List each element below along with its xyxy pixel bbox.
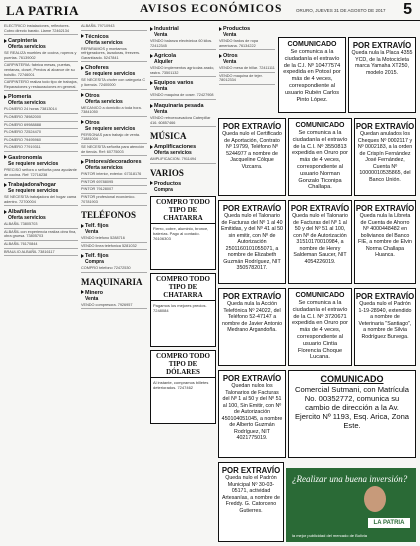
promo-ad xyxy=(150,196,216,270)
triangle-bullet-icon xyxy=(150,104,153,108)
notice-title: POR EXTRAVÍO xyxy=(290,204,350,213)
category-label: Agrícola xyxy=(154,53,177,60)
promo-ad-heading: COMPRO TODO TIPO DE DÓLARES xyxy=(151,351,215,378)
promo-ad-text: Fierro, cobre, aluminio, bronce, baterías. Pago al contado. 76106303 xyxy=(153,225,209,241)
category-label: Minero xyxy=(85,289,104,296)
category-subheading: Compra xyxy=(85,259,104,266)
section-heading xyxy=(81,277,147,287)
classified-ad: CARPINTERIA: fabrica mesas, puertas, ventanas, closet, Precios al alcance de su bolsillo. 72746001 xyxy=(4,62,78,79)
classified-ad: PINTOR 79128007 xyxy=(81,186,147,194)
category-label: Maquinaria pesada xyxy=(154,102,204,109)
notice-body: Queda nula la Libreta de Cuenta de Ahorro Nº 4000448482 en bolivianos del Banco FIE, a nombre de Elvin Norma Challapa Huanca. xyxy=(358,213,412,258)
triangle-bullet-icon xyxy=(150,81,153,85)
category-label: Albañilería xyxy=(8,209,37,216)
notice-box xyxy=(354,118,416,196)
notice-body: Queda nulo el Certificado de Aportación, Contrato Nº 19799, Teléfono Nº 5244977 a nombre de Jacqueline Cólque Vizcarra. xyxy=(222,131,282,170)
notice-box xyxy=(218,288,286,366)
category-subheading: Oferta servicios xyxy=(8,215,46,222)
notice-box xyxy=(354,288,416,366)
masthead xyxy=(0,0,420,21)
notice-title: POR EXTRAVÍO xyxy=(355,292,415,301)
classified-ad: BRAULIO ALBAÑIL 73816117 xyxy=(4,249,78,257)
notice-title: COMUNICADO xyxy=(295,292,345,299)
notice-box xyxy=(348,37,416,113)
category-subheading: Venta xyxy=(85,229,99,236)
category-label: Plomería xyxy=(8,94,32,101)
notice-body: Queda nulo el Padrón Municipal Nº 30-03-05171, actividad Artesanías, a nombre de Freddy. G. Catorceno Gutierres. xyxy=(221,475,280,514)
category-subheading: Oferta servicios xyxy=(8,44,46,51)
category-subheading: Se requiere servicios xyxy=(8,188,59,195)
category-subheading: Se requiere servicios xyxy=(85,71,136,78)
classified-ad: COMPRO telefono 72472530 xyxy=(81,265,147,273)
category-label: Telf. fijos xyxy=(85,253,109,260)
page-number: 5 xyxy=(403,1,412,18)
triangle-bullet-icon xyxy=(150,27,153,31)
category-subheading: Se requiere servicios xyxy=(85,125,136,132)
classified-ad: PRECISO señora o señorita para ayudante de cocina. Ref: 72716238 xyxy=(4,167,78,179)
classified-ad: VENDO balanza electrónica 60 kilos. 72412345 xyxy=(150,38,216,50)
category-subheading: Venta xyxy=(154,32,168,38)
notice-title: POR EXTRAVÍO xyxy=(222,292,282,301)
promo-ad-heading: COMPRO TODO TIPO DE CHATARRA xyxy=(151,197,215,224)
triangle-bullet-icon xyxy=(81,66,84,70)
notice-box xyxy=(218,200,286,284)
classified-ad: VENDO mesa de billar. 72411111 xyxy=(219,65,275,73)
notice-body: Se comunica a la ciudadanía el extravío de la C.I. Nº 3720671 expedida en Oruro por más de 4 veces, correspondiente al usuario Cintia Florencia Choque Lucana. xyxy=(292,300,348,361)
triangle-bullet-icon xyxy=(4,39,7,43)
notice-box xyxy=(288,118,352,196)
category-label: Productos xyxy=(223,26,251,32)
triangle-bullet-icon xyxy=(4,155,7,159)
notice-body: Queda nula la Placa 4355 YCD, de la Motocicleta marca Yamaha XT250, modelo 2015. xyxy=(351,50,413,76)
promo-ad-heading: COMPRO TODO TIPO DE CHATARRA xyxy=(151,274,215,301)
promo-ad xyxy=(150,273,216,347)
triangle-bullet-icon xyxy=(81,224,84,228)
notice-body: Queda nula la Acción Telefónica Nº 24022, del Teléfono 52-47147 a nombre de Javier Antonio Medrano Argandoña. xyxy=(221,301,283,333)
classified-ad: ALBAÑIL 76170844 xyxy=(4,241,78,249)
classified-ad: VENDO linea telefonica 5281032 xyxy=(81,243,147,251)
notice-title: POR EXTRAVÍO xyxy=(355,204,415,213)
notice-title: COMUNICADO xyxy=(320,374,384,384)
notice-body: Quedan nulos los Talonarios de Facturas del Nº 1 al 50 y del Nº 51 al 100, Sin Emitir, con Nº de Autorización 450104051045, a nombre de Alberto Guzmán Rodríguez, NIT 4021775019. xyxy=(221,383,283,441)
classified-ad: PLOMERO 69988888 xyxy=(4,122,78,130)
category-label: Equipos varios xyxy=(154,80,194,87)
classified-ad: VENDO retroexcavadora Caterpillar 416. 60857466 xyxy=(150,115,216,127)
issue-date: ORURO, JUEVES 31 DE AGOSTO DE 2017 xyxy=(296,8,386,13)
category-label: Pintores/decoradores xyxy=(85,159,142,166)
category-label: Industrial xyxy=(154,26,179,32)
classified-ad: VENDO telefono 5288716 xyxy=(81,235,147,243)
classified-ad: REPARAMOS y montamos refrigeradores, lavadoras, freezers. Garantizado. 5247841 xyxy=(81,46,147,63)
triangle-bullet-icon xyxy=(219,27,222,31)
classified-ad: ALBAÑIL con experiencia realiza obra fina, obra gruesa. 73805703 xyxy=(4,229,78,241)
classified-ad: PLOMERO 77919311 xyxy=(4,144,78,152)
category-subheading: Oferta servicios xyxy=(85,98,123,105)
classified-column-3 xyxy=(150,23,216,543)
notice-body: Comercial Sutmani, con Matrícula No. 00352772, comunica su cambio de dirección a la Av. Ejercito Nº 1193, Esq. Arica, Zona Este. xyxy=(294,385,410,430)
triangle-bullet-icon xyxy=(81,34,84,38)
category-label: Otros xyxy=(85,92,100,99)
advertising-banner xyxy=(286,468,416,542)
category-label: Gastronomía xyxy=(8,154,42,161)
category-label: MÚSICA xyxy=(150,131,187,142)
classified-ad: PLOMERO 79495960 xyxy=(4,137,78,145)
category-subheading: Compra xyxy=(154,186,173,193)
classified-ad: VENDO compresora. 7926957 xyxy=(81,302,147,310)
section-heading xyxy=(81,210,147,220)
category-subheading: Venta xyxy=(85,295,99,302)
notice-body: Quedan anulados los Cheques Nº 0002117 y Nº 0002183, a la orden de Crispín Fernández José Fernández, Cuenta Nº 10000010535865, del Banco Unión. xyxy=(357,131,413,183)
triangle-bullet-icon xyxy=(150,145,153,149)
notice-body: Se comunica a la ciudadanía el extravío de la C.I. Nº 3550813 expedida en Oruro por más de 4 veces, correspondiente al usuario Norman Gonzalo Ticonipa Challapa. xyxy=(292,130,348,191)
section-heading xyxy=(150,168,216,178)
classified-ad: ELECTRICO instalaciones, reflectores. Cobro directo barato. Llame 72462134 xyxy=(4,23,78,35)
notice-box xyxy=(288,200,352,284)
category-subheading: Venta xyxy=(154,108,168,115)
banner-headline: ¿Realizar una buena inversión? xyxy=(292,474,408,484)
promo-ad xyxy=(150,350,216,424)
notice-body: Queda nulo el Padrón 1-19-28940, extendido a nombre de Veterinaria "Santiago", a nombre de Silvia Rodríguez Burvega. xyxy=(358,301,412,340)
triangle-bullet-icon xyxy=(81,160,84,164)
triangle-bullet-icon xyxy=(4,95,7,99)
classified-ad: PINTOR 69788095 xyxy=(81,179,147,187)
notice-body: Se comunica a la ciudadanía el extravío de la C.I. Nº 10477574 expedida en Potosí por más de 4 veces, correspondiente al usuario Rubén Carlos Pinto López. xyxy=(283,49,341,103)
classified-ad: VENDO maquina de coser. 72427908 xyxy=(150,92,216,100)
category-subheading: Oferta servicios xyxy=(154,150,192,157)
notice-box xyxy=(354,200,416,284)
notice-box xyxy=(218,118,286,196)
triangle-bullet-icon xyxy=(81,120,84,124)
triangle-bullet-icon xyxy=(219,54,222,58)
category-label: Amplificaciones xyxy=(154,144,197,151)
triangle-bullet-icon xyxy=(81,290,84,294)
promo-ad-text: Al instante, compramos billetes deteriorados. 7247462 xyxy=(153,379,209,390)
category-subheading: Venta xyxy=(223,32,237,38)
classified-ad: CARPINTERO realiza todo tipo de trabajos, Reparaciones y restauraciones en general. xyxy=(4,79,78,91)
category-label: VARIOS xyxy=(150,167,184,178)
category-label: Otros xyxy=(223,53,238,60)
classified-ad: SE NECESITA señorita para atención de tienda. Ref: 60775003 xyxy=(81,144,147,156)
notice-body: Queda nulo el Talonario de Facturas del Nº 1 al 50 y del Nº 51 al 100, con Nº de Autorización 31510170010984, a nombre de Henry Saldeman Saucer, NIT 4054226019. xyxy=(292,213,348,265)
classified-ad: PINTOR profesional económico. 70781903 xyxy=(81,194,147,206)
triangle-bullet-icon xyxy=(4,183,7,187)
category-subheading: Se requiere servicios xyxy=(8,160,59,167)
category-subheading: Venta xyxy=(154,86,168,93)
banner-logo: LA PATRIA xyxy=(368,518,410,528)
triangle-bullet-icon xyxy=(81,254,84,258)
category-label: Productos xyxy=(154,180,182,187)
category-label: Otros xyxy=(85,119,100,126)
category-label: Técnicos xyxy=(85,33,109,40)
notice-box xyxy=(288,288,352,366)
notice-body: Queda nulo el Talonario de Facturas del Nº 1 al 40 Emitidas, y del Nº 41 al 50 sin emitir, con Nº de Autorización 2501160101055071, a nombre de Elizabeth Guzmán Rodríguez, NIT 3505782017. xyxy=(221,213,283,271)
classified-ad: ALBAÑIL 79710943 xyxy=(81,23,147,31)
person-photo-icon xyxy=(364,486,386,512)
notice-title: COMUNICADO xyxy=(287,41,337,48)
triangle-bullet-icon xyxy=(81,93,84,97)
notice-box xyxy=(288,370,416,458)
classified-ad: PLOMERO 24 horas 73813014 xyxy=(4,106,78,114)
notice-title: POR EXTRAVÍO xyxy=(352,41,412,50)
notice-box xyxy=(278,37,346,113)
classified-ad: PLOMERO 78982000 xyxy=(4,114,78,122)
section-title: AVISOS ECONÓMICOS xyxy=(140,3,283,15)
classified-ad: SE REALIZA muebles de cocina, roperos y puertas. 76139002 xyxy=(4,50,78,62)
category-label: MAQUINARIA xyxy=(81,276,143,287)
classified-ad: MECANICO a domicilio a toda hora. 73841050 xyxy=(81,105,147,117)
classified-ad: VENDO implementos agrícolas arado, rastra. 73501132 xyxy=(150,65,216,77)
notice-title: POR EXTRAVÍO xyxy=(221,466,281,475)
banner-subtext: la mejor publicidad del mercado de Bolivia xyxy=(292,533,367,538)
classified-column-1 xyxy=(4,23,78,543)
notice-title: POR EXTRAVÍO xyxy=(222,204,282,213)
classified-ad: PERSONAS para trabajo de venta. 71881004 xyxy=(81,132,147,144)
notice-box xyxy=(218,370,286,458)
category-subheading: Oferta servicios xyxy=(8,100,46,107)
section-heading xyxy=(150,131,216,141)
notice-box xyxy=(218,462,284,542)
triangle-bullet-icon xyxy=(4,210,7,214)
category-subheading: Oferta servicios xyxy=(85,165,123,172)
classified-ad: PLOMERO 72524470 xyxy=(4,129,78,137)
category-label: Trabajadora/hogar xyxy=(8,182,56,189)
triangle-bullet-icon xyxy=(150,54,153,58)
category-label: TELÉFONOS xyxy=(81,210,137,221)
classified-ad: PINTOR interior, exterior. 67318176 xyxy=(81,171,147,179)
notice-title: POR EXTRAVÍO xyxy=(222,122,282,131)
category-label: Choferes xyxy=(85,65,109,72)
category-label: Telf. fijos xyxy=(85,223,109,230)
classified-ad: VENDO fardos de ropa americana. 76134222 xyxy=(219,38,275,50)
classified-column-2 xyxy=(81,23,147,543)
classified-ad: SE NECESITA trabajadora del hogar cama adentro. 72700004 xyxy=(4,194,78,206)
classified-ad: ALBAÑIL 73805703 xyxy=(4,221,78,229)
triangle-bullet-icon xyxy=(150,181,153,185)
promo-ad-text: Pagamos los mejores precios. 7248084 xyxy=(153,302,207,313)
newspaper-logo: LA PATRIA xyxy=(6,3,79,18)
classified-ad: VENDO maquina de tejer. 78012334 xyxy=(219,73,275,85)
notice-title: POR EXTRAVÍO xyxy=(222,374,282,383)
category-subheading: Oferta servicios xyxy=(85,39,123,46)
classified-ad: AMPLIFICACION. 7911494 xyxy=(150,156,216,164)
category-subheading: Venta xyxy=(223,59,237,66)
notice-title: POR EXTRAVÍO xyxy=(355,122,415,131)
classified-ad: SE NECESITA chofer con categoría C y licencia. 72400000 xyxy=(81,77,147,89)
category-subheading: Alquiler xyxy=(154,59,173,66)
category-label: Carpintería xyxy=(8,38,38,45)
notice-title: COMUNICADO xyxy=(295,122,345,129)
